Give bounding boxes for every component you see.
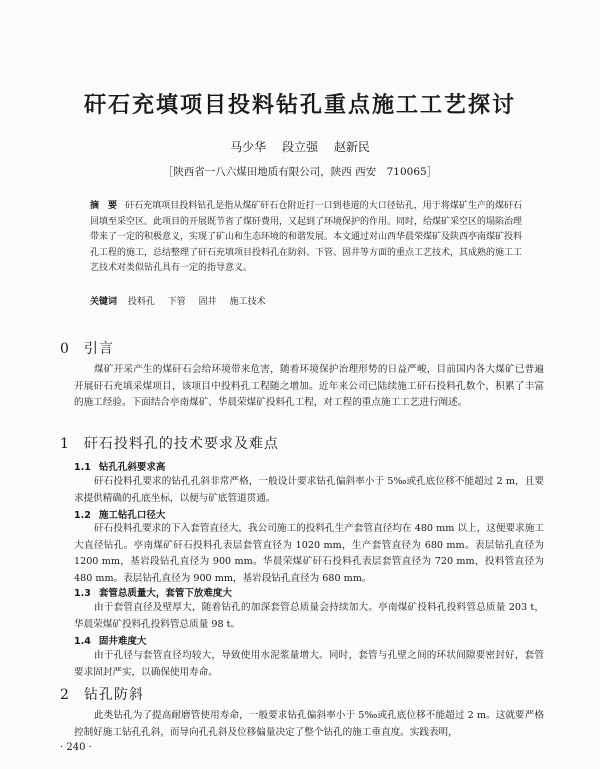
subsection-heading: [74, 507, 165, 521]
section-title: 引言: [83, 341, 114, 357]
abstract: [90, 199, 522, 277]
keyword: 投料孔: [127, 297, 155, 307]
body-paragraph: 矸石投料孔要求的下入套管直径大，我公司施工的投料孔生产套管直径均在 480 mm 以上，这便要求施工大直径钻孔。亭南煤矿矸石投料孔表层套管直径为 1020 mm，生产套管直径为 680 mm。表层钻孔直径为 1200 mm，基岩段钻孔直径为 900 mm。华晨荣煤矿矸石投料孔表层套管直径为 720 mm，投料管直径为 480 mm。表层钻孔直径为 900 mm，基岩段钻孔直径为 680 mm。: [74, 523, 544, 584]
subsection-title: 钻孔孔斜要求高: [98, 462, 166, 473]
section-number: 1: [60, 436, 70, 452]
keyword: 固井: [198, 297, 217, 307]
body-paragraph: 煤矿开采产生的煤矸石会给环境带来危害，随着环境保护治理形势的日益严峻，目前国内各大煤矿已普遍开展矸石充填采煤项目，该项目中投料孔工程随之增加。近年来公司已陆续施工矸石投料孔数个，积累了丰富的施工经验。下面结合亭南煤矿、华晨荣煤矿投料孔工程，对工程的重点施工工艺进行阐述。: [74, 364, 544, 409]
author-name: 段立强: [281, 140, 318, 154]
subsection-title: 固井难度大: [98, 636, 147, 647]
keywords-label: 关键词: [90, 297, 118, 307]
body-paragraph: 由于套管直径及壁厚大，随着钻孔的加深套管总质量会持续加大。亭南煤矿投料孔投料管总质量 203 t，华晨荣煤矿投料孔投料管总质量 98 t。: [74, 602, 544, 630]
subsection-number: 1.1: [74, 462, 91, 473]
subsection-heading: [74, 585, 232, 599]
abstract-label: 摘 要: [90, 201, 118, 211]
paper-title: 矸石充填项目投料钻孔重点施工工艺探讨: [83, 92, 516, 118]
section-title: 矸石投料孔的技术要求及难点: [83, 436, 279, 452]
page-number: · 240 ·: [60, 742, 92, 753]
section-number: 2: [60, 687, 70, 703]
subsection-heading: [74, 633, 146, 647]
author-name: 赵新民: [333, 140, 370, 154]
body-paragraph: 矸石投料孔要求的钻孔孔斜非常严格，一般设计要求钻孔偏斜率小于 5‰或孔底位移不能超过 2 m，且要求提供精确的孔底坐标，以便与矿底管道贯通。: [74, 476, 544, 504]
section-number: 0: [60, 341, 70, 357]
subsection-title: 套管总质量大，套管下放难度大: [98, 588, 232, 599]
affiliation: ［陕西省一八六煤田地质有限公司，陕西 西安 710065］: [162, 166, 438, 178]
subsection-title: 施工钻孔口径大: [98, 510, 166, 521]
abstract-text: 矸石充填项目投料钻孔是指从煤矿矸石仓附近打一口到巷道的大口径钻孔，用于将煤矿生产的煤矸石回填至采空区。此项目的开展既节省了煤矸费用，又起到了环境保护的作用。同时，给煤矿采空区的塌陷治理带来了一定的积极意义，实现了矿山和生态环境的和谐发展。本文通过对山西华晨荣煤矿及陕西亭南煤矿投料孔工程的施工，总结整理了矸石充填项目投料孔在防斜、下管、固井等方面的重点工艺技术，其成熟的施工工艺技术对类似钻孔具有一定的指导意义。: [90, 201, 523, 273]
subsection-number: 1.3: [74, 588, 91, 599]
subsection-number: 1.4: [74, 636, 91, 647]
keyword: 下管: [167, 297, 186, 307]
section-heading: [60, 433, 279, 453]
keywords: [90, 294, 522, 307]
author-name: 马少华: [230, 140, 267, 154]
body-paragraph: 由于孔径与套管直径均较大，导致使用水泥浆量增大。同时，套管与孔壁之间的环状间隙要密封好，套管要求固封严实，以确保使用寿命。: [74, 650, 544, 678]
body-paragraph: 此类钻孔为了提高耐磨管使用寿命，一般要求钻孔偏斜率小于 5‰或孔底位移不能超过 2 m。这就要严格控制好施工钻孔孔斜，而导向孔孔斜及位移偏量决定了整个钻孔的施工垂直度。实践表明，: [74, 710, 544, 738]
section-heading: [60, 338, 114, 358]
subsection-number: 1.2: [74, 510, 91, 521]
keyword: 施工技术: [229, 297, 266, 307]
section-title: 钻孔防斜: [83, 687, 144, 703]
section-heading: [60, 684, 144, 704]
author-list: [0, 138, 600, 155]
subsection-heading: [74, 459, 165, 473]
